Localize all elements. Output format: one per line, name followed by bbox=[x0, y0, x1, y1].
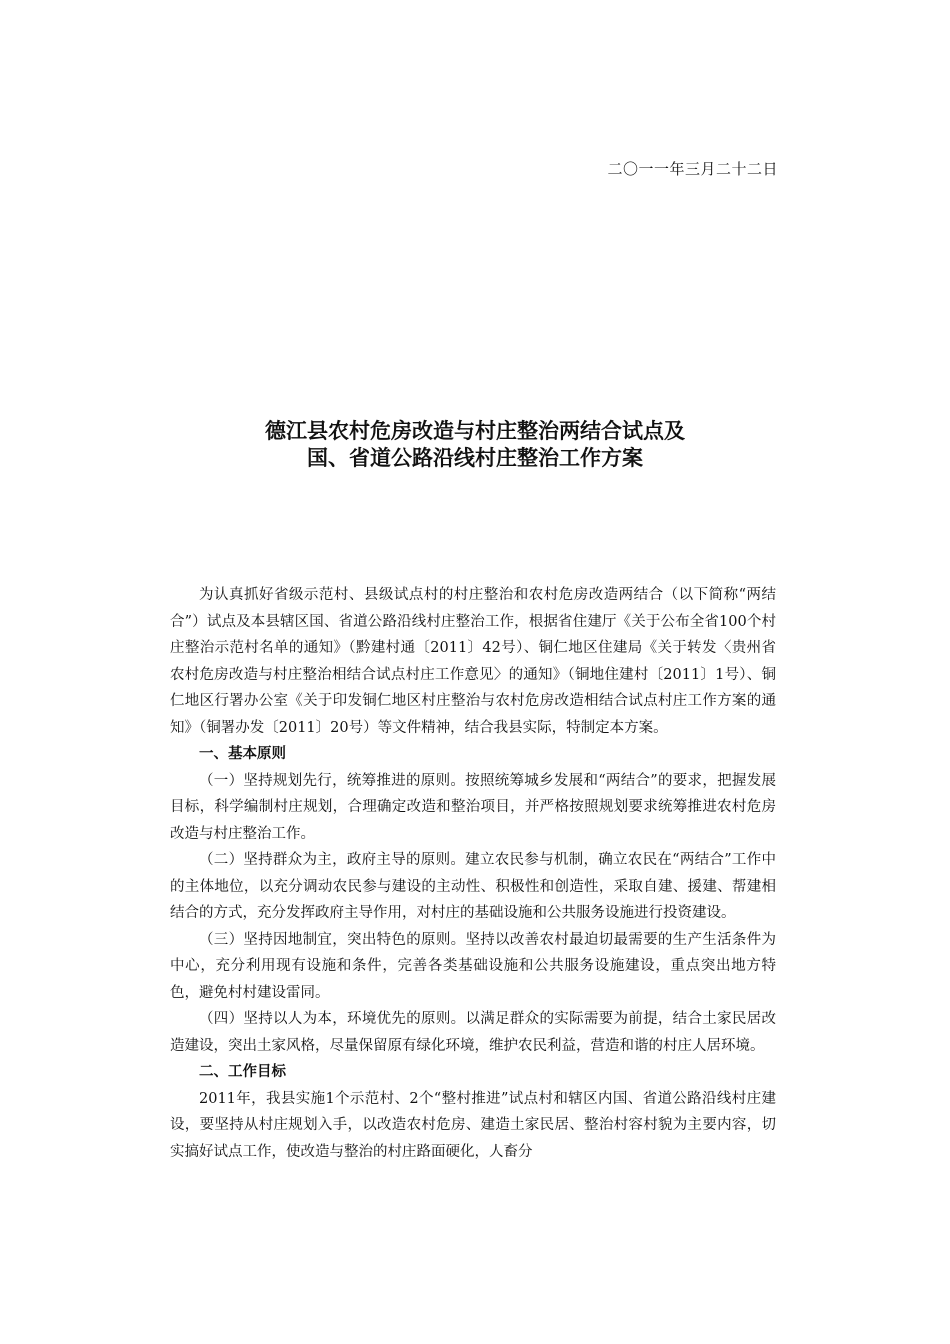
document-date: 二〇一一年三月二十二日 bbox=[607, 160, 778, 178]
title-line-1: 德江县农村危房改造与村庄整治两结合试点及 bbox=[265, 419, 685, 443]
principle-paragraph-4: （四）坚持以人为本，环境优先的原则。以满足群众的实际需要为前提，结合土家民居改造建设，突出土家风格，尽量保留原有绿化环境，维护农民利益，营造和谐的村庄人居环境。 bbox=[170, 1011, 776, 1054]
goal-paragraph: 2011年，我县实施1个示范村、2个“整村推进”试点村和辖区内国、省道公路沿线村庄建设，要坚持从村庄规划入手，以改造农村危房、建造土家民居、整治村容村貌为主要内容，切实搞好试点工作，使改造与整治的村庄路面硬化，人畜分 bbox=[170, 1090, 776, 1160]
principle-paragraph-3: （三）坚持因地制宜，突出特色的原则。坚持以改善农村最迫切最需要的生产生活条件为中心，充分利用现有设施和条件，完善各类基础设施和公共服务设施建设，重点突出地方特色，避免村村建设雷同。 bbox=[170, 931, 776, 1001]
principle-paragraph-2: （二）坚持群众为主，政府主导的原则。建立农民参与机制，确立农民在“两结合”工作中的主体地位，以充分调动农民参与建设的主动性、积极性和创造性，采取自建、援建、帮建相结合的方式，充分发挥政府主导作用，对村庄的基础设施和公共服务设施进行投资建设。 bbox=[170, 852, 776, 921]
principle-paragraph-1: （一）坚持规划先行，统筹推进的原则。按照统筹城乡发展和“两结合”的要求，把握发展目标，科学编制村庄规划，合理确定改造和整治项目，并严格按照规划要求统筹推进农村危房改造与村庄整治工作。 bbox=[170, 772, 776, 842]
intro-paragraph: 为认真抓好省级示范村、县级试点村的村庄整治和农村危房改造两结合（以下简称“两结合”）试点及本县辖区国、省道公路沿线村庄整治工作，根据省住建厅《关于公布全省100个村庄整治示范村名单的通知》（黔建村通〔2011〕42号）、铜仁地区住建局《关于转发〈贵州省农村危房改造与村庄整治相结合试点村庄工作意见〉的通知》（铜地住建村〔2011〕1号）、铜仁地区行署办公室《关于印发铜仁地区村庄整治与农村危房改造相结合试点村庄工作方案的通知》（铜署办发〔2011〕20号）等文件精神，结合我县实际，特制定本方案。 bbox=[170, 587, 776, 736]
section-heading-principles: 一、基本原则 bbox=[199, 746, 286, 762]
document-body bbox=[170, 582, 776, 1165]
document-title bbox=[0, 418, 950, 472]
title-line-2: 国、省道公路沿线村庄整治工作方案 bbox=[307, 446, 643, 470]
section-heading-goals: 二、工作目标 bbox=[199, 1064, 286, 1080]
